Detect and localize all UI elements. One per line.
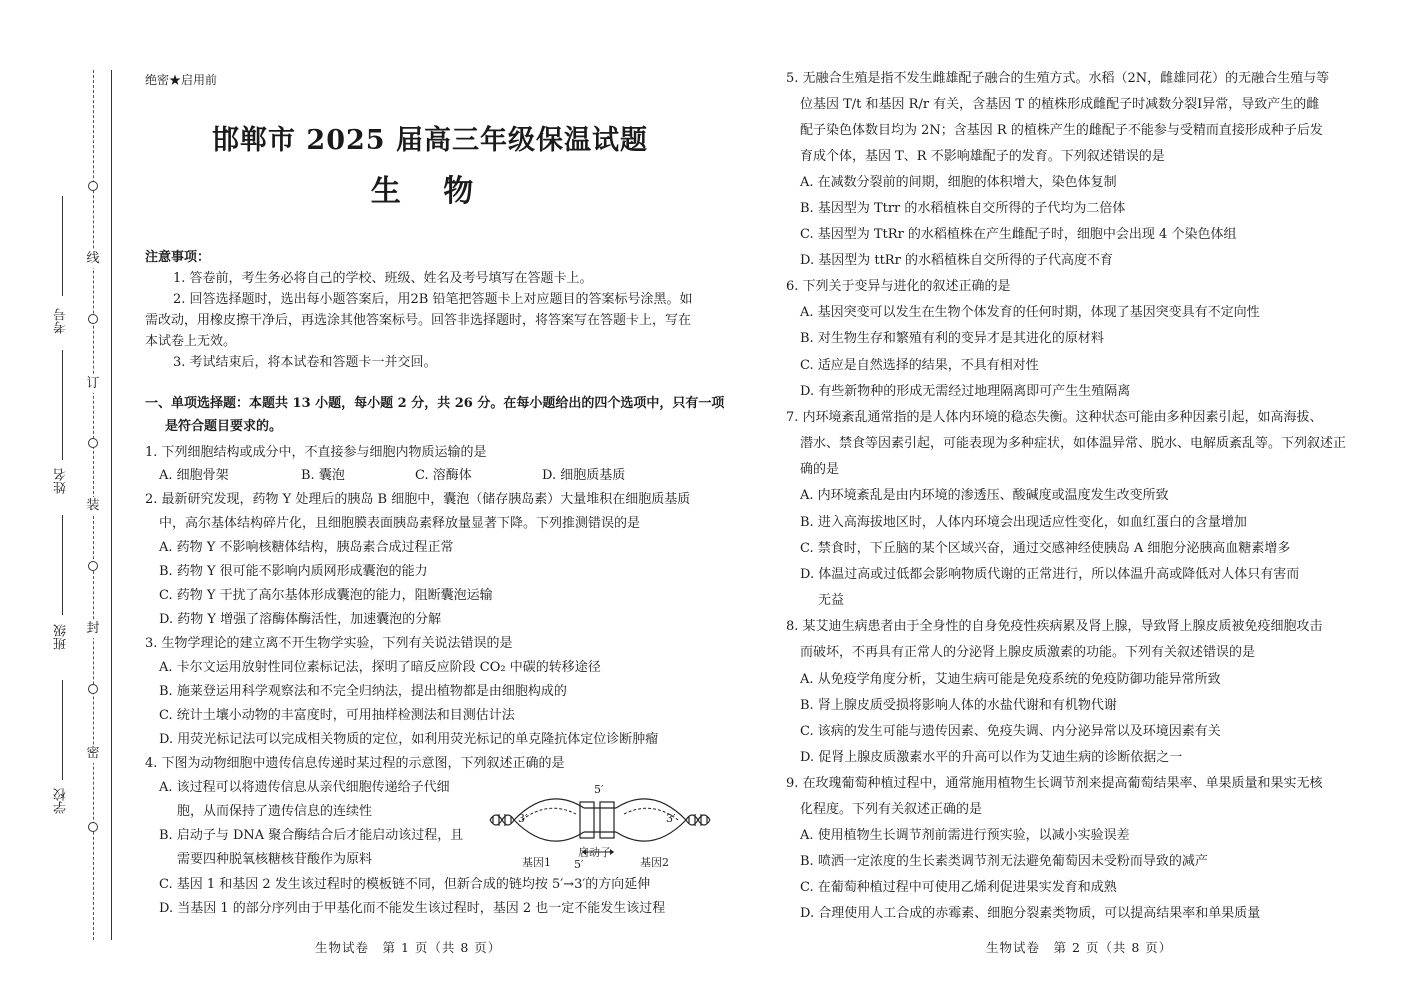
question-5: 5. 无融合生殖是指不发生雌雄配子融合的生殖方式。水稻（2N，雌雄同花）的无融合生殖与等: [786, 71, 1330, 86]
page-footer-right: 生物试卷 第 2 页（共 8 页）: [986, 940, 1173, 955]
option-line: D. 药物 Y 增强了溶酶体酶活性，加速囊泡的分解: [159, 612, 442, 627]
field-line-xuexiao: [62, 680, 63, 780]
question-1: 1. 下列细胞结构或成分中，不直接参与细胞内物质运输的是: [145, 445, 487, 460]
option-line: A. 基因突变可以发生在生物个体发育的任何时期，体现了基因突变具有不定向性: [800, 305, 1260, 320]
option-line: 需要四种脱氧核糖核苷酸作为原料: [177, 852, 373, 867]
option-line: D. 体温过高或过低都会影响物质代谢的正常进行，所以体温升高或降低对人体只有害而: [800, 567, 1300, 582]
label-5prime-bottom: 5′: [574, 858, 584, 871]
section-heading: 一、单项选择题：本题共 13 小题，每小题 2 分，共 26 分。在每小题给出的四个选项中，只有一项: [145, 396, 725, 411]
binding-circle: [88, 561, 98, 571]
question-2: 2. 最新研究发现，药物 Y 处理后的胰岛 B 细胞中，囊泡（储存胰岛素）大量堆积在细胞质基质: [145, 492, 691, 507]
binding-char-feng: 封: [84, 620, 102, 638]
notice-line: 1. 答卷前，考生务必将自己的学校、班级、姓名及考号填写在答题卡上。: [173, 271, 593, 286]
q1-option-c: C. 溶酶体: [415, 468, 472, 483]
option-line: A. 药物 Y 不影响核糖体结构，胰岛素合成过程正常: [159, 540, 454, 555]
notice-line: 本试卷上无效。: [145, 334, 237, 349]
option-line: C. 适应是自然选择的结果，不具有相对性: [800, 358, 1039, 373]
page-footer-left: 生物试卷 第 1 页（共 8 页）: [315, 940, 502, 955]
option-line: A. 内环境紊乱是由内环境的渗透压、酸碱度或温度发生改变所致: [800, 488, 1169, 503]
q1-option-b: B. 囊泡: [301, 468, 345, 483]
question-text: 育成个体，基因 T、R 不影响雄配子的发育。下列叙述错误的是: [800, 149, 1165, 164]
binding-circle: [88, 438, 98, 448]
field-label-kaohao: 考号: [54, 308, 69, 334]
question-text: 而破坏，不再具有正常人的分泌肾上腺皮质激素的功能。下列有关叙述错误的是: [800, 645, 1256, 660]
question-text: 潜水、禁食等因素引起，可能表现为多种症状，如体温异常、脱水、电解质紊乱等。下列叙述正: [800, 436, 1347, 451]
question-8: 8. 某艾迪生病患者由于全身性的自身免疫性疾病累及肾上腺，导致肾上腺皮质被免疫细胞攻击: [786, 619, 1323, 634]
binding-char-ding: 订: [84, 375, 102, 393]
label-promoter: 启动子: [578, 846, 611, 859]
binding-char-zhuang: 装: [84, 497, 102, 515]
secret-label: 绝密★启用前: [145, 73, 218, 87]
option-line: D. 当基因 1 的部分序列由于甲基化而不能发生该过程时，基因 2 也一定不能发生该过程: [159, 901, 666, 916]
option-line: C. 药物 Y 干扰了高尔基体形成囊泡的能力，阻断囊泡运输: [159, 588, 493, 603]
option-line: B. 进入高海拔地区时，人体内环境会出现适应性变化，如血红蛋白的含量增加: [800, 515, 1247, 530]
option-line: C. 禁食时，下丘脑的某个区域兴奋，通过交感神经使胰岛 A 细胞分泌胰高血糖素增多: [800, 541, 1291, 556]
label-3prime-right: 3′: [666, 812, 676, 825]
option-line: B. 肾上腺皮质受损将影响人体的水盐代谢和有机物代谢: [800, 698, 1117, 713]
option-line: B. 喷洒一定浓度的生长素类调节剂无法避免葡萄因未受粉而导致的减产: [800, 854, 1208, 869]
question-text: 化程度。下列有关叙述正确的是: [800, 802, 983, 817]
option-line: B. 基因型为 Ttrr 的水稻植株自交所得的子代均为二倍体: [800, 201, 1126, 216]
question-7: 7. 内环境紊乱通常指的是人体内环境的稳态失衡。这种状态可能由多种因素引起，如高海拔、: [786, 410, 1323, 425]
dna-helix-left: [490, 814, 514, 826]
field-line-xingming: [62, 350, 63, 460]
option-line: D. 基因型为 ttRr 的水稻植株自交所得的子代高度不育: [800, 253, 1113, 268]
binding-char-mi: 密: [84, 745, 102, 763]
question-3: 3. 生物学理论的建立离不开生物学实验，下列有关说法错误的是: [145, 636, 513, 651]
option-line: 胞，从而保持了遗传信息的连续性: [177, 804, 373, 819]
dna-strand: [616, 820, 686, 841]
question-9: 9. 在玫瑰葡萄种植过程中，通常施用植物生长调节剂来提高葡萄结果率、单果质量和果实无核: [786, 776, 1323, 791]
question-text: 确的是: [800, 462, 840, 477]
label-gene2: 基因2: [640, 856, 669, 869]
option-line: A. 从免疫学角度分析，艾迪生病可能是免疫系统的免疫防御功能异常所致: [800, 672, 1221, 687]
option-line: C. 基因 1 和基因 2 发生该过程时的模板链不同，但新合成的链均按 5′→3′的方向延伸: [159, 877, 651, 892]
q1-option-d: D. 细胞质基质: [542, 468, 626, 483]
exam-subject: 生 物: [370, 174, 490, 209]
field-line-banji: [62, 515, 63, 615]
binding-char-xian: 线: [84, 250, 102, 268]
notice-heading: 注意事项：: [145, 250, 211, 265]
field-label-xingming: 姓名: [54, 468, 69, 494]
question-4: 4. 下图为动物细胞中遗传信息传递时某过程的示意图，下列叙述正确的是: [145, 756, 565, 771]
option-line: B. 启动子与 DNA 聚合酶结合后才能启动该过程，且: [159, 828, 464, 843]
label-3prime-left: 3′: [518, 812, 528, 825]
option-line: C. 基因型为 TtRr 的水稻植株在产生雌配子时，细胞中会出现 4 个染色体组: [800, 227, 1237, 242]
exam-title: 邯郸市 2025 届高三年级保温试题: [212, 125, 648, 156]
option-line: C. 统计土壤小动物的丰富度时，可用抽样检测法和目测估计法: [159, 708, 515, 723]
binding-circle: [88, 181, 98, 191]
section-heading-cont: 是符合题目要求的。: [165, 419, 283, 434]
field-line-kaohao: [62, 196, 63, 296]
notice-line: 3. 考试结束后，将本试卷和答题卡一并交回。: [173, 355, 437, 370]
option-line: D. 促肾上腺皮质激素水平的升高可以作为艾迪生病的诊断依据之一: [800, 750, 1183, 765]
option-line: A. 卡尔文运用放射性同位素标记法，探明了暗反应阶段 CO₂ 中碳的转移途径: [159, 660, 601, 675]
notice-line: 2. 回答选择题时，选出每小题答案后，用2B 铅笔把答题卡上对应题目的答案标号涂黑。如: [173, 292, 693, 307]
option-line: B. 药物 Y 很可能不影响内质网形成囊泡的能力: [159, 564, 428, 579]
option-line: 无益: [818, 593, 845, 608]
option-line: C. 在葡萄种植过程中可使用乙烯利促进果实发育和成熟: [800, 880, 1117, 895]
option-line: B. 施莱登运用科学观察法和不完全归纳法，提出植物都是由细胞构成的: [159, 684, 567, 699]
option-line: C. 该病的发生可能与遗传因素、免疫失调、内分泌异常以及环境因素有关: [800, 724, 1221, 739]
binding-circle: [88, 822, 98, 832]
q1-option-a: A. 细胞骨架: [159, 468, 229, 483]
rna-strand: [522, 808, 576, 820]
binding-solid-line: [111, 70, 112, 940]
option-line: A. 该过程可以将遗传信息从亲代细胞传递给子代细: [159, 780, 450, 795]
question-6: 6. 下列关于变异与进化的叙述正确的是: [786, 279, 1011, 294]
dna-strand: [616, 799, 686, 820]
option-line: A. 在减数分裂前的间期，细胞的体积增大，染色体复制: [800, 175, 1117, 190]
transcription-diagram: [488, 780, 713, 875]
question-text: 中，高尔基体结构碎片化，且细胞膜表面胰岛素释放量显著下降。下列推测错误的是: [159, 516, 641, 531]
option-line: D. 用荧光标记法可以完成相关物质的定位，如利用荧光标记的单克隆抗体定位诊断肿瘤: [159, 732, 659, 747]
option-line: D. 合理使用人工合成的赤霉素、细胞分裂素类物质，可以提高结果率和单果质量: [800, 906, 1261, 921]
dna-helix-right: [686, 814, 710, 826]
binding-circle: [88, 314, 98, 324]
question-text: 位基因 T/t 和基因 R/r 有关，含基因 T 的植株形成雌配子时减数分裂Ⅰ异常，导致产生的雌: [800, 97, 1320, 112]
option-line: D. 有些新物种的形成无需经过地理隔离即可产生生殖隔离: [800, 384, 1131, 399]
question-text: 配子染色体数目均为 2N；含基因 R 的植株产生的雌配子不能参与受精而直接形成种子后发: [800, 123, 1323, 138]
label-5prime-top: 5′: [594, 783, 604, 796]
field-label-banji: 班级: [54, 624, 69, 650]
label-gene1: 基因1: [522, 856, 551, 869]
binding-circle: [88, 684, 98, 694]
option-line: A. 使用植物生长调节剂前需进行预实验，以减小实验误差: [800, 828, 1130, 843]
field-label-xuexiao: 学校: [54, 788, 69, 814]
notice-line: 需改动，用橡皮擦干净后，再选涂其他答案标号。回答非选择题时，将答案写在答题卡上，写在: [145, 313, 692, 328]
option-line: B. 对生物生存和繁殖有利的变异才是其进化的原材料: [800, 331, 1104, 346]
binding-margin: [0, 0, 112, 1006]
